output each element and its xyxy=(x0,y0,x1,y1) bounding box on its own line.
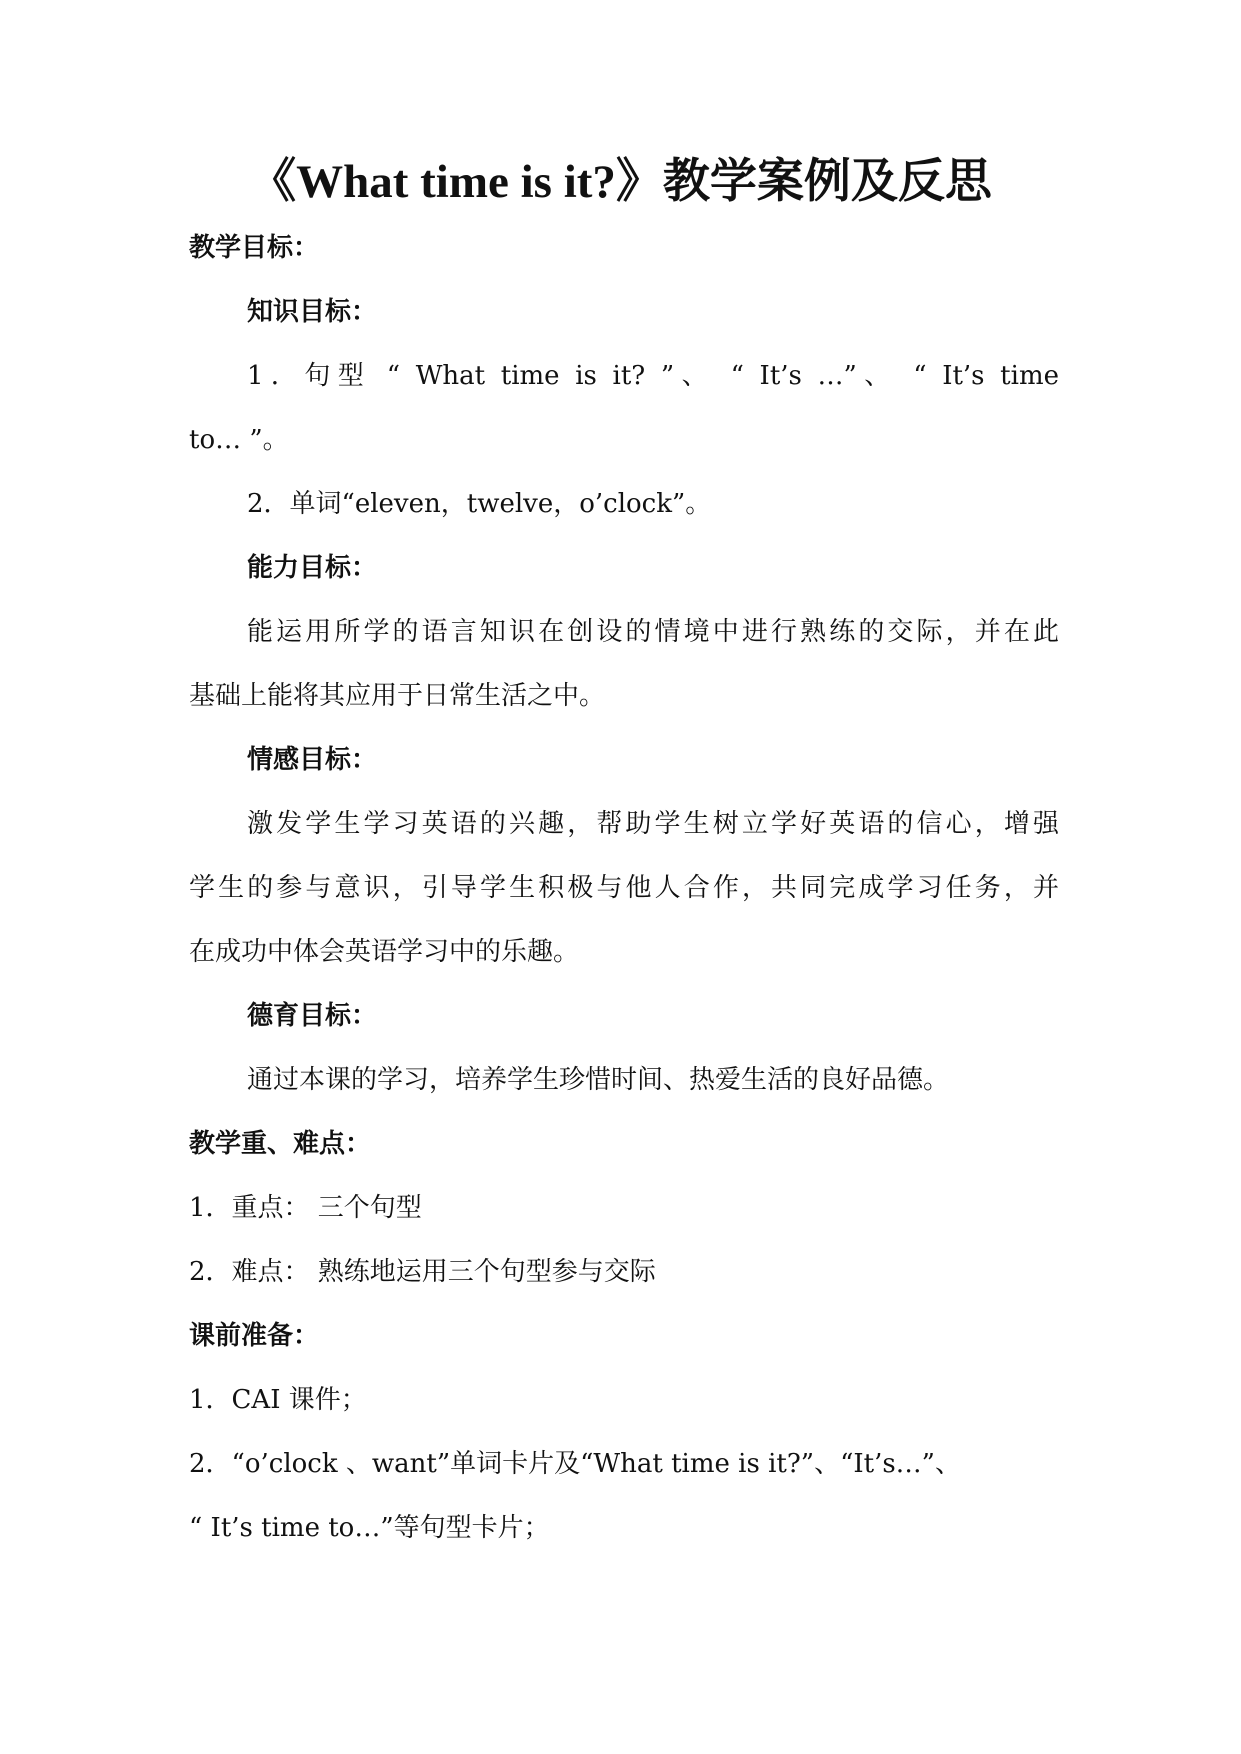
paragraph-line: 通过本课的学习，培养学生珍惜时间、热爱生活的良好品德。 xyxy=(247,1065,950,1095)
paragraph-line: 基础上能将其应用于日常生活之中。 xyxy=(189,681,606,711)
list-item: 2．“o’clock 、want”单词卡片及“What time is it?”、“It’s…”、 xyxy=(189,1449,961,1479)
paragraph-line: “ It’s time to…”等句型卡片； xyxy=(189,1513,550,1543)
paragraph-line: 1．句型 “ What time is it? ”、 “ It’s …”、 “ It’s time xyxy=(247,361,1059,391)
paragraph-line: 在成功中体会英语学习中的乐趣。 xyxy=(189,937,580,967)
paragraph-line: to… ”。 xyxy=(189,425,289,455)
subheading-ability-objectives: 能力目标： xyxy=(247,553,378,583)
paragraph-line: 能运用所学的语言知识在创设的情境中进行熟练的交际，并在此 xyxy=(247,617,1059,647)
subheading-moral-objectives: 德育目标： xyxy=(247,1001,378,1031)
heading-preparation: 课前准备： xyxy=(189,1321,320,1351)
paragraph-line: 激发学生学习英语的兴趣，帮助学生树立学好英语的信心，增强 xyxy=(247,809,1059,839)
subheading-emotional-objectives: 情感目标： xyxy=(247,745,378,775)
list-item: 2．难点： 熟练地运用三个句型参与交际 xyxy=(189,1257,656,1287)
heading-teaching-objectives: 教学目标： xyxy=(189,233,320,263)
heading-key-difficult-points: 教学重、难点： xyxy=(189,1129,372,1159)
paragraph-line: 2．单词“eleven，twelve，o’clock”。 xyxy=(247,489,712,519)
list-item: 1．CAI 课件； xyxy=(189,1385,367,1415)
paragraph-line: 学生的参与意识，引导学生积极与他人合作，共同完成学习任务，并 xyxy=(189,873,1059,903)
subheading-knowledge-objectives: 知识目标： xyxy=(247,297,378,327)
list-item: 1．重点： 三个句型 xyxy=(189,1193,422,1223)
document-title: 《What time is it?》教学案例及反思 xyxy=(249,156,992,208)
